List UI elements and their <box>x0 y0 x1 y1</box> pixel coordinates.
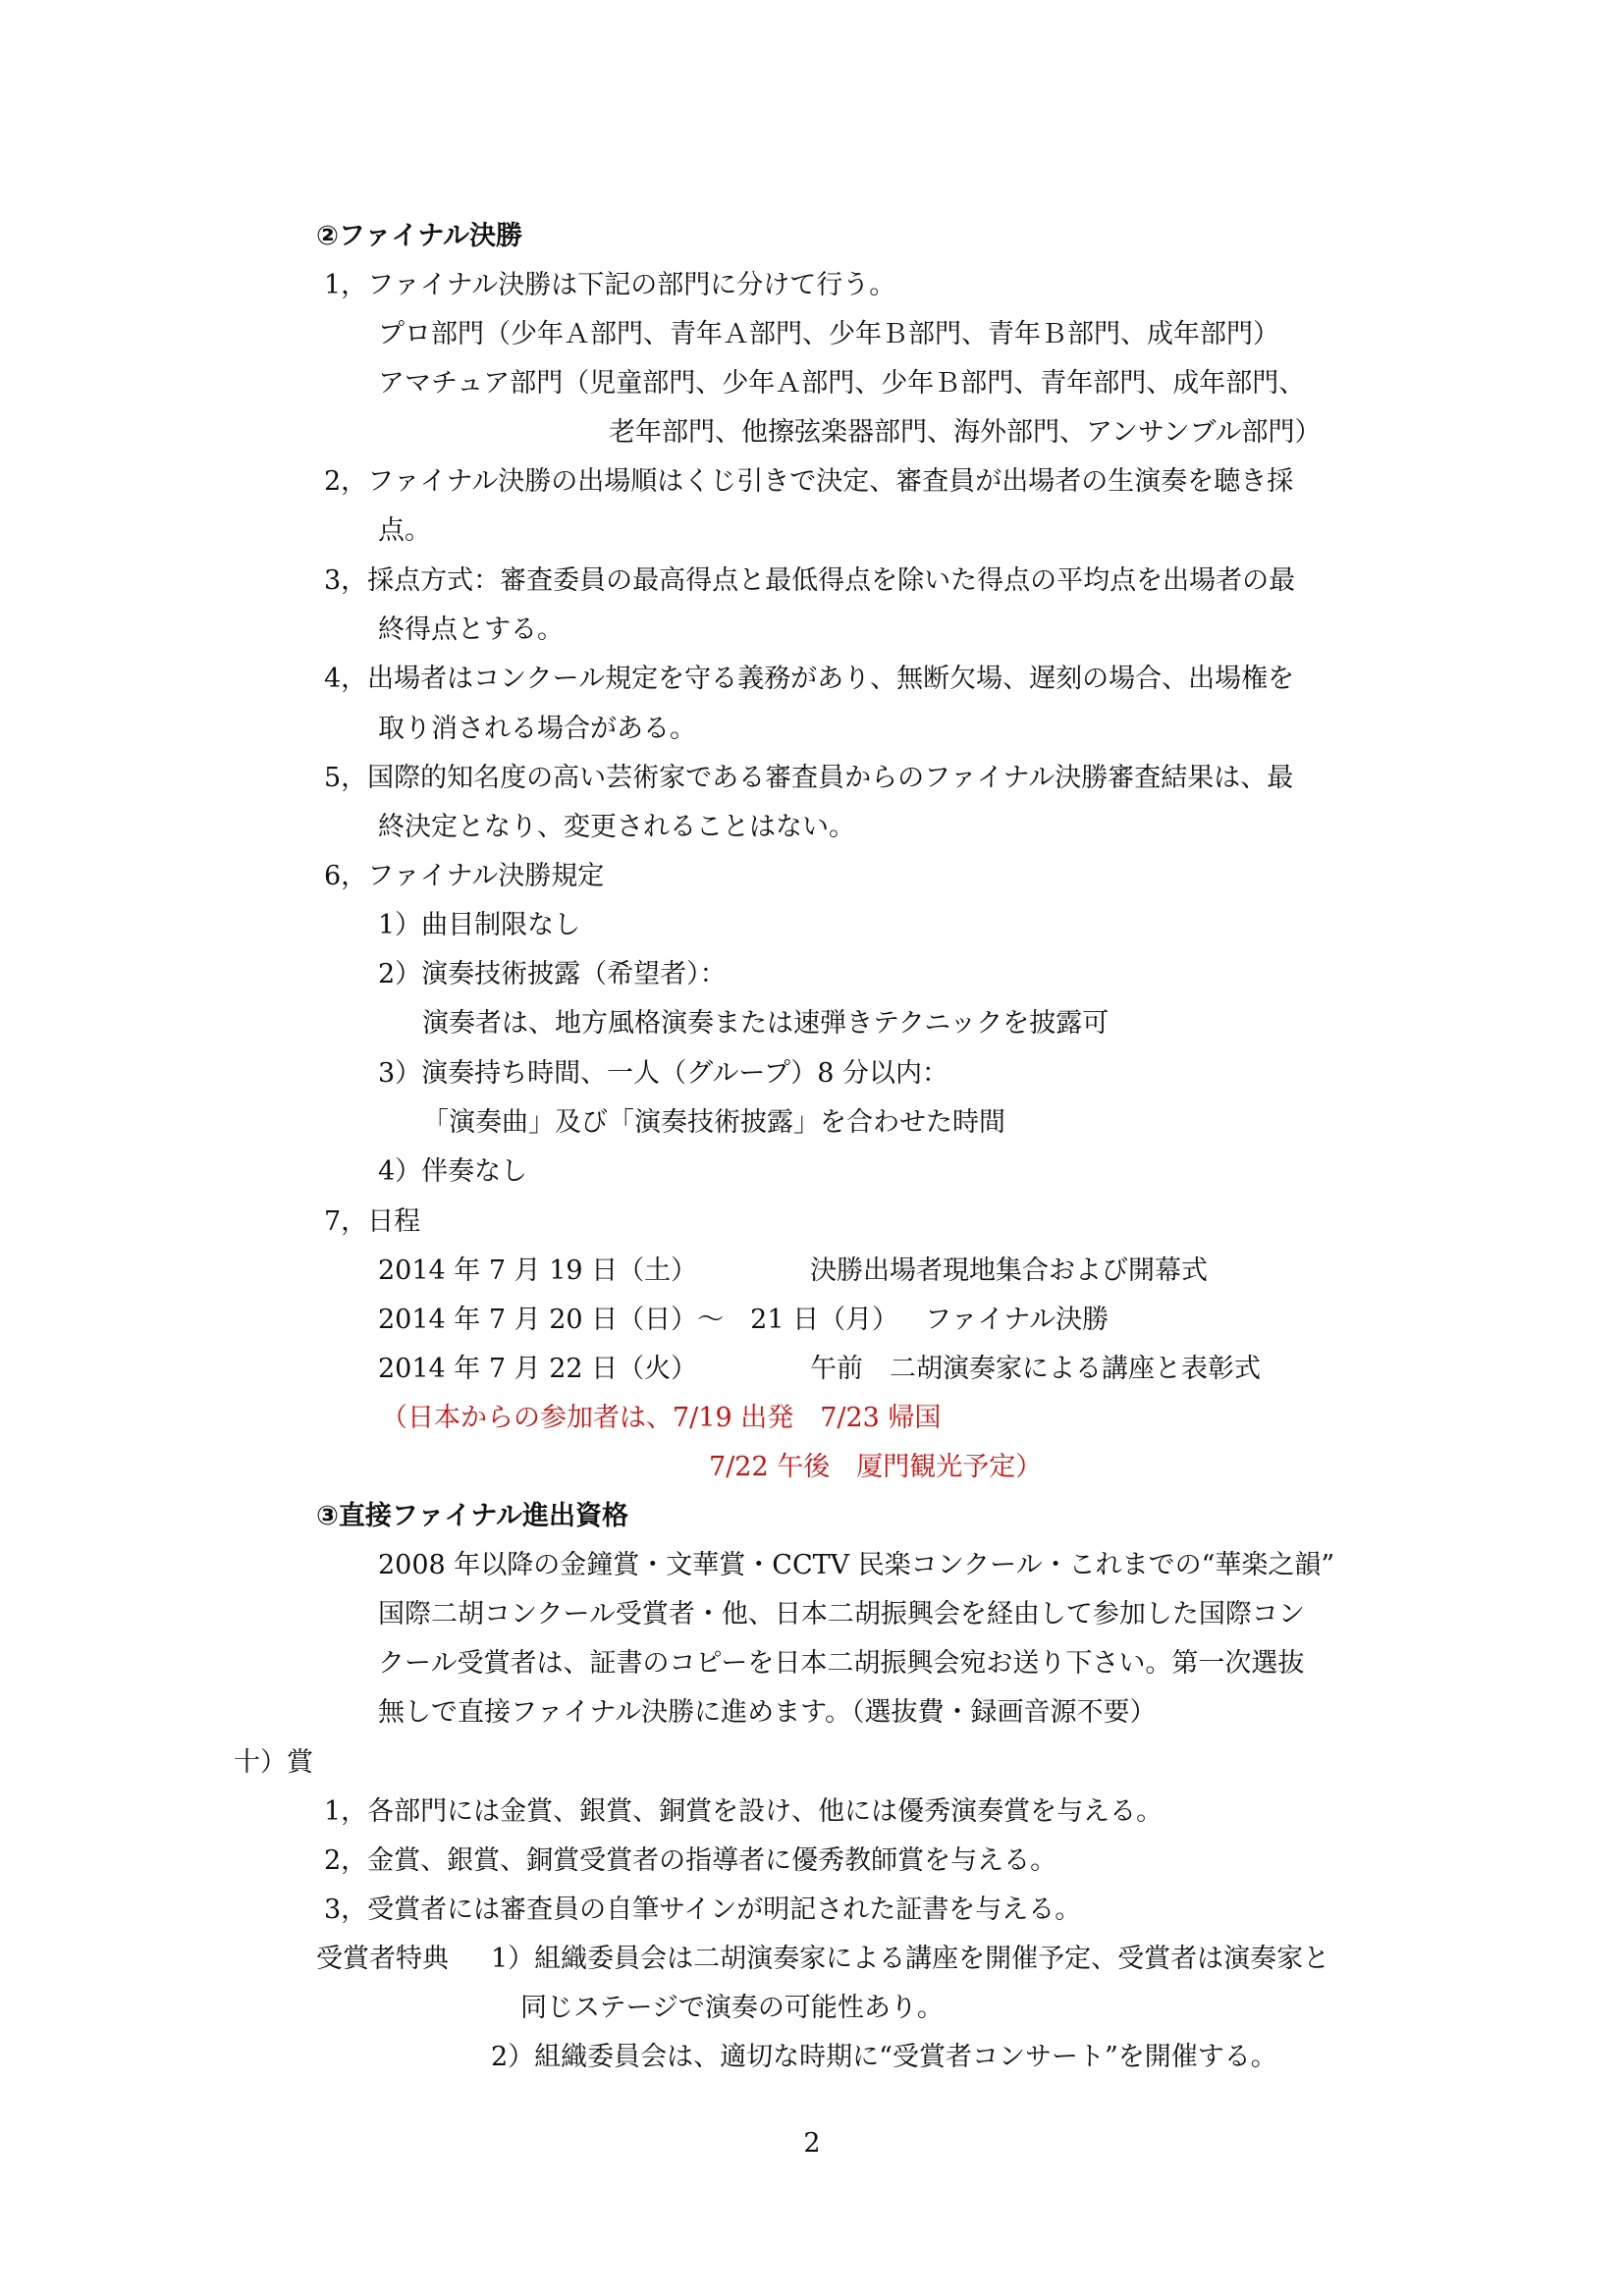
final-item-7: 7，日程 <box>324 1206 421 1237</box>
award-item-3: 3，受賞者には審査員の自筆サインが明記された証書を与える。 <box>324 1895 1082 1925</box>
section-heading-awards: 十）賞 <box>234 1747 313 1778</box>
section-heading-direct-final: ③直接ファイナル進出資格 <box>316 1501 628 1531</box>
amateur-division-list-cont: 老年部門、他擦弦楽器部門、海外部門、アンサンブル部門） <box>609 417 1322 448</box>
direct-final-paragraph-line: 2008 年以降の金鐘賞・文華賞・CCTV 民楽コンクール・これまでの“華楽之韻” <box>378 1550 1335 1580</box>
winner-perk-2: 2）組織委員会は、適切な時期に“受賞者コンサート”を開催する。 <box>491 2042 1277 2072</box>
direct-final-paragraph-line: 無しで直接ファイナル決勝に進めます。（選抜費・録画音源不要） <box>378 1697 1157 1728</box>
final-item-4: 4，出場者はコンクール規定を守る義務があり、無断欠場、遅刻の場合、出場権を <box>324 664 1295 694</box>
amateur-division-list: アマチュア部門（児童部門、少年Ａ部門、少年Ｂ部門、青年部門、成年部門、 <box>378 368 1306 399</box>
final-item-1: 1，ファイナル決勝は下記の部門に分けて行う。 <box>324 270 896 300</box>
rule-3: 3）演奏持ち時間、一人（グループ）8 分以内： <box>378 1058 949 1089</box>
final-item-5-cont: 終決定となり、変更されることはない。 <box>378 812 855 842</box>
final-item-2-cont: 点。 <box>378 515 431 546</box>
final-item-4-cont: 取り消される場合がある。 <box>378 714 696 744</box>
direct-final-paragraph-line: 国際二胡コンクール受賞者・他、日本二胡振興会を経由して参加した国際コン <box>378 1599 1305 1629</box>
final-item-2: 2，ファイナル決勝の出場順はくじ引きで決定、審査員が出場者の生演奏を聴き採 <box>324 466 1294 497</box>
rule-2: 2）演奏技術披露（希望者）： <box>378 959 727 989</box>
rule-3-detail: 「演奏曲」及び「演奏技術披露」を合わせた時間 <box>422 1107 1005 1138</box>
final-item-5: 5，国際的知名度の高い芸術家である審査員からのファイナル決勝審査結果は、最 <box>324 763 1294 793</box>
rule-1: 1）曲目制限なし <box>378 910 581 940</box>
direct-final-paragraph-line: クール受賞者は、証書のコピーを日本二胡振興会宛お送り下さい。第一次選抜 <box>378 1648 1305 1679</box>
schedule-date: 2014 年 7 月 22 日（火） <box>378 1354 698 1384</box>
pro-division-list: プロ部門（少年Ａ部門、青年Ａ部門、少年Ｂ部門、青年Ｂ部門、成年部門） <box>378 319 1279 349</box>
award-item-2: 2，金賞、銀賞、銅賞受賞者の指導者に優秀教師賞を与える。 <box>324 1845 1057 1876</box>
japan-travel-note: （日本からの参加者は、7/19 出発 7/23 帰国 <box>381 1403 942 1433</box>
rule-2-detail: 演奏者は、地方風格演奏または速弾きテクニックを披露可 <box>422 1008 1110 1039</box>
schedule-date: 2014 年 7 月 20 日（日）～ 21 日（月） <box>378 1305 899 1335</box>
japan-travel-note-cont: 7/22 午後 厦門観光予定） <box>709 1452 1043 1482</box>
award-item-1: 1，各部門には金賞、銀賞、銅賞を設け、他には優秀演奏賞を与える。 <box>324 1796 1164 1827</box>
section-heading-final: ②ファイナル決勝 <box>316 221 522 251</box>
schedule-date: 2014 年 7 月 19 日（土） <box>378 1255 698 1286</box>
schedule-event: 午前 二胡演奏家による講座と表彰式 <box>810 1354 1261 1384</box>
final-item-6: 6，ファイナル決勝規定 <box>324 861 605 891</box>
winner-perk-1: 1）組織委員会は二胡演奏家による講座を開催予定、受賞者は演奏家と <box>491 1944 1330 1974</box>
final-item-3-cont: 終得点とする。 <box>378 614 564 645</box>
rule-4: 4）伴奏なし <box>378 1156 528 1187</box>
schedule-event: ファイナル決勝 <box>925 1305 1110 1335</box>
final-item-3: 3，採点方式：審査委員の最高得点と最低得点を除いた得点の平均点を出場者の最 <box>324 565 1296 596</box>
page-number: 2 <box>803 2128 821 2159</box>
schedule-event: 決勝出場者現地集合および開幕式 <box>810 1255 1208 1286</box>
winner-perks-label: 受賞者特典 <box>316 1944 449 1974</box>
winner-perk-1-cont: 同じステージで演奏の可能性あり。 <box>520 1993 944 2023</box>
